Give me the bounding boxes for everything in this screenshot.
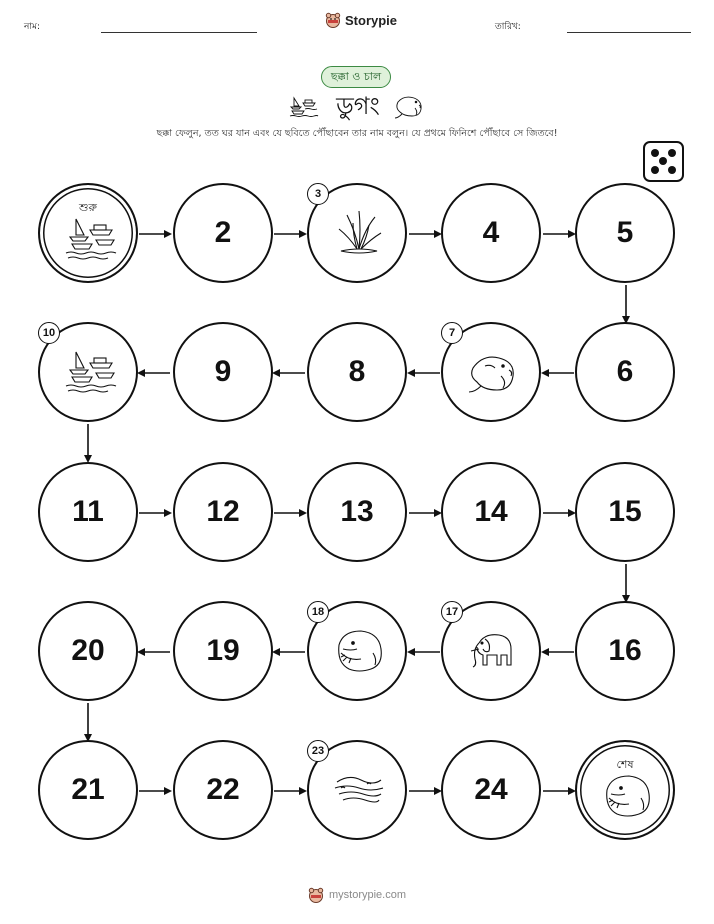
manatee-icon [465, 346, 521, 396]
board-cell-24 [441, 740, 541, 840]
cell-number: 9 [214, 355, 232, 388]
board-cell-22 [173, 740, 273, 840]
cell-number: 2 [214, 216, 232, 249]
cell-number: 21 [71, 773, 105, 806]
dugong-face-icon [599, 770, 655, 820]
cell-number: 24 [474, 773, 508, 806]
cell-number: 22 [206, 773, 240, 806]
cell-number: 16 [608, 634, 642, 667]
name-label: নাম: [24, 22, 41, 32]
start-label: শুরু [79, 201, 97, 214]
footer-site[interactable]: mystorypie.com [328, 889, 407, 901]
dugong-face-icon [331, 625, 387, 675]
start-cell [38, 183, 138, 283]
cell-number-badge: 18 [307, 601, 329, 623]
board-cell-10 [38, 322, 138, 422]
footer [0, 887, 714, 903]
board-cell-6 [575, 322, 675, 422]
game-type-badge: ছক্কা ও চাল [321, 66, 391, 88]
cell-number: 15 [608, 495, 642, 528]
board-cell-23 [307, 740, 407, 840]
game-title: ডুগং [336, 92, 380, 120]
board-cell-3 [307, 183, 407, 283]
cell-number-badge: 7 [441, 322, 463, 344]
cell-number-badge: 17 [441, 601, 463, 623]
finish-cell [575, 740, 675, 840]
board-cell-20 [38, 601, 138, 701]
boats-icon [62, 213, 118, 263]
board-cell-13 [307, 462, 407, 562]
brand-name: Storypie [345, 12, 398, 28]
instructions-text: ছক্কা ফেলুন, তত ঘর যান এবং যে ছবিতে পৌঁছাবেন তার নাম বলুন। যে প্রথমে ফিনিশে পৌঁছাবে সে জিতবে! [156, 128, 558, 139]
board-cell-16 [575, 601, 675, 701]
board-cell-18 [307, 601, 407, 701]
board-cell-11 [38, 462, 138, 562]
board-cell-2 [173, 183, 273, 283]
cell-number: 13 [340, 495, 374, 528]
cell-number: 11 [72, 495, 104, 528]
board-cell-19 [173, 601, 273, 701]
board-cell-8 [307, 322, 407, 422]
cell-number: 4 [482, 216, 500, 249]
cell-number: 8 [348, 355, 366, 388]
board-cell-12 [173, 462, 273, 562]
boats-icon [62, 346, 118, 396]
date-label: তারিখ: [495, 22, 521, 32]
board-cell-21 [38, 740, 138, 840]
cell-number-badge: 10 [38, 322, 60, 344]
board-cell-17 [441, 601, 541, 701]
cell-number: 14 [474, 495, 508, 528]
board-cell-7 [441, 322, 541, 422]
cell-number-badge: 23 [307, 740, 329, 762]
cell-number-badge: 3 [307, 183, 329, 205]
cell-number: 19 [206, 634, 240, 667]
board-cell-14 [441, 462, 541, 562]
elephant-icon [465, 625, 521, 675]
board-cell-5 [575, 183, 675, 283]
board-cell-9 [173, 322, 273, 422]
cell-number: 20 [71, 634, 105, 667]
cell-number: 5 [616, 216, 634, 249]
seagrass-icon [331, 207, 387, 257]
board-cell-4 [441, 183, 541, 283]
water-ripple-icon [331, 764, 387, 814]
finish-label: শেষ [616, 758, 634, 771]
storypie-logo-icon [308, 887, 324, 903]
cell-number: 6 [616, 355, 634, 388]
board-cell-15 [575, 462, 675, 562]
cell-number: 12 [206, 495, 240, 528]
